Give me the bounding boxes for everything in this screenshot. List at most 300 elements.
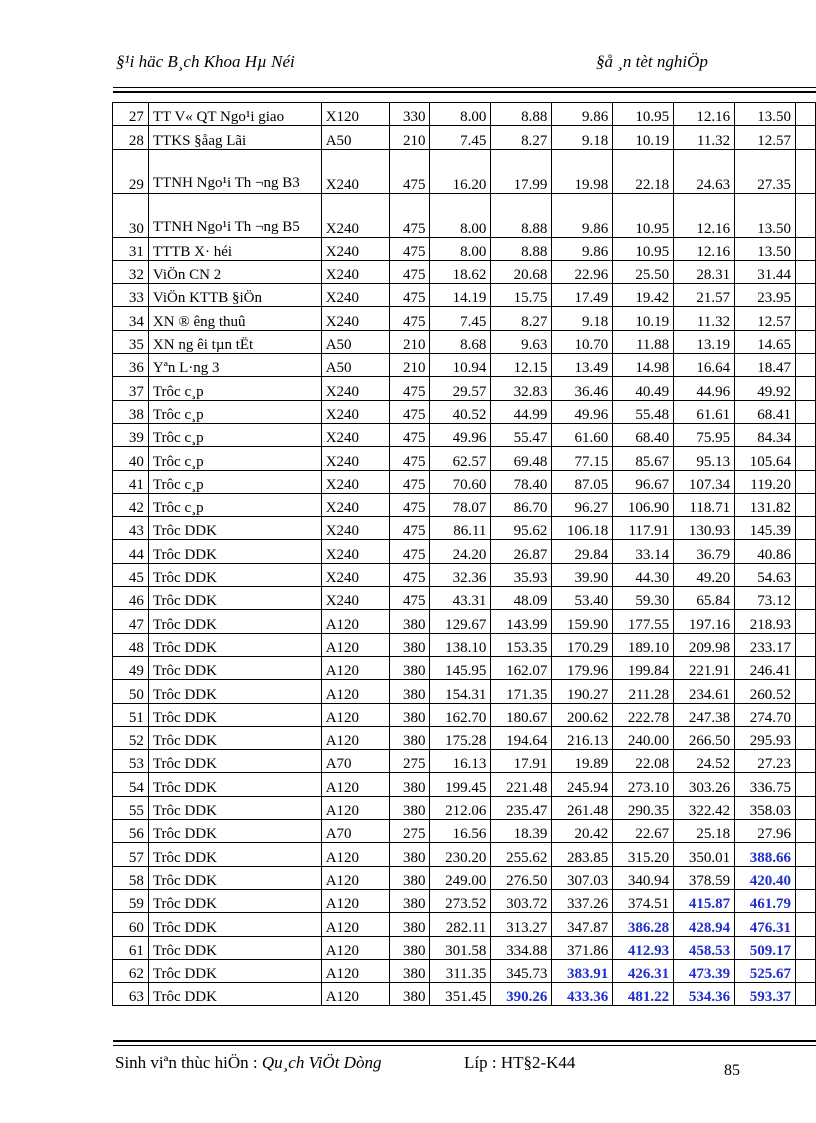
rating: 210 xyxy=(389,330,430,353)
table-row xyxy=(113,773,816,796)
value-2: 35.93 xyxy=(491,563,552,586)
cable-type: A120 xyxy=(321,773,389,796)
row-number: 52 xyxy=(113,726,149,749)
value-3: 39.90 xyxy=(552,563,613,586)
row-number: 32 xyxy=(113,260,149,283)
cable-type: A120 xyxy=(321,983,389,1006)
value-4: 374.51 xyxy=(613,889,674,912)
value-6: 49.92 xyxy=(735,377,796,400)
value-5: 24.63 xyxy=(674,149,735,193)
value-2: 345.73 xyxy=(491,959,552,982)
value-4: 44.30 xyxy=(613,563,674,586)
value-4: 59.30 xyxy=(613,587,674,610)
value-2: 334.88 xyxy=(491,936,552,959)
rating: 380 xyxy=(389,680,430,703)
value-6: 131.82 xyxy=(735,493,796,516)
trailing-cell xyxy=(796,703,816,726)
value-4: 85.67 xyxy=(613,447,674,470)
value-2: 48.09 xyxy=(491,587,552,610)
site-name: Yªn L·ng 3 xyxy=(148,354,321,377)
value-1: 14.19 xyxy=(430,284,491,307)
value-1: 138.10 xyxy=(430,633,491,656)
trailing-cell xyxy=(796,983,816,1006)
row-number: 40 xyxy=(113,447,149,470)
site-name: Trôc DDK xyxy=(148,750,321,773)
value-6: 461.79 xyxy=(735,889,796,912)
footer-rule-thick xyxy=(113,1040,816,1042)
value-6: 73.12 xyxy=(735,587,796,610)
value-2: 8.88 xyxy=(491,193,552,237)
value-6: 27.96 xyxy=(735,820,796,843)
value-5: 378.59 xyxy=(674,866,735,889)
table-row xyxy=(113,307,816,330)
value-4: 40.49 xyxy=(613,377,674,400)
rating: 380 xyxy=(389,959,430,982)
cable-type: X240 xyxy=(321,400,389,423)
trailing-cell xyxy=(796,470,816,493)
row-number: 59 xyxy=(113,889,149,912)
value-4: 412.93 xyxy=(613,936,674,959)
value-4: 117.91 xyxy=(613,517,674,540)
page-number: 85 xyxy=(724,1062,740,1079)
cable-type: A120 xyxy=(321,913,389,936)
row-number: 38 xyxy=(113,400,149,423)
rating: 475 xyxy=(389,587,430,610)
row-number: 42 xyxy=(113,493,149,516)
trailing-cell xyxy=(796,750,816,773)
row-number: 63 xyxy=(113,983,149,1006)
value-6: 18.47 xyxy=(735,354,796,377)
table-row xyxy=(113,610,816,633)
value-4: 10.19 xyxy=(613,307,674,330)
value-1: 273.52 xyxy=(430,889,491,912)
cable-type: A120 xyxy=(321,633,389,656)
value-1: 70.60 xyxy=(430,470,491,493)
value-3: 61.60 xyxy=(552,423,613,446)
value-3: 9.86 xyxy=(552,103,613,126)
value-5: 61.61 xyxy=(674,400,735,423)
cable-type: A120 xyxy=(321,796,389,819)
table-row xyxy=(113,563,816,586)
trailing-cell xyxy=(796,423,816,446)
cable-type: X240 xyxy=(321,260,389,283)
value-2: 8.27 xyxy=(491,307,552,330)
footer-rule xyxy=(113,1045,816,1046)
value-1: 212.06 xyxy=(430,796,491,819)
rating: 475 xyxy=(389,563,430,586)
row-number: 55 xyxy=(113,796,149,819)
value-2: 171.35 xyxy=(491,680,552,703)
rating: 475 xyxy=(389,260,430,283)
value-5: 534.36 xyxy=(674,983,735,1006)
cable-type: A50 xyxy=(321,330,389,353)
value-1: 40.52 xyxy=(430,400,491,423)
table-row xyxy=(113,889,816,912)
site-name: ViÖn KTTB §iÖn xyxy=(148,284,321,307)
value-5: 473.39 xyxy=(674,959,735,982)
row-number: 43 xyxy=(113,517,149,540)
cable-type: A70 xyxy=(321,820,389,843)
cable-type: A120 xyxy=(321,936,389,959)
value-6: 13.50 xyxy=(735,237,796,260)
site-name: Trôc DDK xyxy=(148,773,321,796)
row-number: 27 xyxy=(113,103,149,126)
rating: 475 xyxy=(389,237,430,260)
value-4: 106.90 xyxy=(613,493,674,516)
value-4: 211.28 xyxy=(613,680,674,703)
rating: 475 xyxy=(389,540,430,563)
value-4: 22.18 xyxy=(613,149,674,193)
value-3: 216.13 xyxy=(552,726,613,749)
site-name: Trôc DDK xyxy=(148,889,321,912)
rating: 380 xyxy=(389,633,430,656)
value-2: 78.40 xyxy=(491,470,552,493)
value-3: 307.03 xyxy=(552,866,613,889)
value-4: 290.35 xyxy=(613,796,674,819)
value-5: 25.18 xyxy=(674,820,735,843)
value-1: 154.31 xyxy=(430,680,491,703)
value-5: 44.96 xyxy=(674,377,735,400)
value-2: 20.68 xyxy=(491,260,552,283)
row-number: 54 xyxy=(113,773,149,796)
value-6: 218.93 xyxy=(735,610,796,633)
cable-type: A120 xyxy=(321,703,389,726)
trailing-cell xyxy=(796,820,816,843)
value-6: 358.03 xyxy=(735,796,796,819)
value-5: 49.20 xyxy=(674,563,735,586)
table-row xyxy=(113,237,816,260)
value-4: 22.67 xyxy=(613,820,674,843)
value-1: 24.20 xyxy=(430,540,491,563)
value-1: 16.56 xyxy=(430,820,491,843)
table-row xyxy=(113,540,816,563)
row-number: 62 xyxy=(113,959,149,982)
trailing-cell xyxy=(796,563,816,586)
student-name: Qu¸ch ViÖt Dòng xyxy=(261,1053,382,1072)
row-number: 57 xyxy=(113,843,149,866)
trailing-cell xyxy=(796,447,816,470)
value-4: 10.95 xyxy=(613,193,674,237)
site-name: ViÖn CN 2 xyxy=(148,260,321,283)
cable-type: A120 xyxy=(321,656,389,679)
value-1: 230.20 xyxy=(430,843,491,866)
value-4: 222.78 xyxy=(613,703,674,726)
row-number: 50 xyxy=(113,680,149,703)
trailing-cell xyxy=(796,493,816,516)
load-table xyxy=(112,102,816,1006)
trailing-cell xyxy=(796,936,816,959)
rating: 475 xyxy=(389,307,430,330)
value-2: 221.48 xyxy=(491,773,552,796)
value-6: 12.57 xyxy=(735,126,796,149)
value-4: 10.95 xyxy=(613,103,674,126)
rating: 475 xyxy=(389,517,430,540)
value-2: 390.26 xyxy=(491,983,552,1006)
value-5: 36.79 xyxy=(674,540,735,563)
header-document-type: §å ¸n tèt nghiÖp xyxy=(596,52,708,71)
value-4: 240.00 xyxy=(613,726,674,749)
value-5: 16.64 xyxy=(674,354,735,377)
value-2: 8.88 xyxy=(491,103,552,126)
value-1: 18.62 xyxy=(430,260,491,283)
rating: 475 xyxy=(389,423,430,446)
table-row xyxy=(113,447,816,470)
cable-type: A120 xyxy=(321,610,389,633)
value-6: 13.50 xyxy=(735,193,796,237)
row-number: 33 xyxy=(113,284,149,307)
table-row xyxy=(113,750,816,773)
trailing-cell xyxy=(796,540,816,563)
value-3: 106.18 xyxy=(552,517,613,540)
cable-type: A50 xyxy=(321,126,389,149)
trailing-cell xyxy=(796,284,816,307)
value-3: 283.85 xyxy=(552,843,613,866)
value-1: 249.00 xyxy=(430,866,491,889)
value-3: 433.36 xyxy=(552,983,613,1006)
value-6: 246.41 xyxy=(735,656,796,679)
value-2: 276.50 xyxy=(491,866,552,889)
value-5: 209.98 xyxy=(674,633,735,656)
cable-type: X240 xyxy=(321,447,389,470)
trailing-cell xyxy=(796,959,816,982)
table-row xyxy=(113,913,816,936)
value-4: 25.50 xyxy=(613,260,674,283)
value-3: 19.89 xyxy=(552,750,613,773)
value-5: 28.31 xyxy=(674,260,735,283)
value-2: 8.27 xyxy=(491,126,552,149)
rating: 275 xyxy=(389,750,430,773)
header-rule xyxy=(113,87,816,88)
site-name: Trôc c¸p xyxy=(148,423,321,446)
value-1: 282.11 xyxy=(430,913,491,936)
site-name: Trôc DDK xyxy=(148,820,321,843)
table-row xyxy=(113,377,816,400)
value-4: 96.67 xyxy=(613,470,674,493)
value-5: 303.26 xyxy=(674,773,735,796)
site-name: Trôc DDK xyxy=(148,866,321,889)
value-4: 55.48 xyxy=(613,400,674,423)
site-name: Trôc DDK xyxy=(148,843,321,866)
value-5: 415.87 xyxy=(674,889,735,912)
value-6: 119.20 xyxy=(735,470,796,493)
value-3: 77.15 xyxy=(552,447,613,470)
value-6: 12.57 xyxy=(735,307,796,330)
value-5: 107.34 xyxy=(674,470,735,493)
value-1: 8.00 xyxy=(430,103,491,126)
value-2: 69.48 xyxy=(491,447,552,470)
value-2: 17.91 xyxy=(491,750,552,773)
footer-student xyxy=(115,1053,381,1073)
trailing-cell xyxy=(796,330,816,353)
rating: 210 xyxy=(389,354,430,377)
value-5: 24.52 xyxy=(674,750,735,773)
value-3: 22.96 xyxy=(552,260,613,283)
cable-type: X240 xyxy=(321,493,389,516)
value-2: 180.67 xyxy=(491,703,552,726)
value-2: 313.27 xyxy=(491,913,552,936)
trailing-cell xyxy=(796,889,816,912)
value-6: 525.67 xyxy=(735,959,796,982)
row-number: 53 xyxy=(113,750,149,773)
value-3: 9.18 xyxy=(552,126,613,149)
row-number: 48 xyxy=(113,633,149,656)
value-4: 273.10 xyxy=(613,773,674,796)
trailing-cell xyxy=(796,307,816,330)
value-6: 27.35 xyxy=(735,149,796,193)
value-6: 31.44 xyxy=(735,260,796,283)
value-6: 593.37 xyxy=(735,983,796,1006)
value-2: 17.99 xyxy=(491,149,552,193)
rating: 380 xyxy=(389,936,430,959)
value-2: 8.88 xyxy=(491,237,552,260)
site-name: Trôc DDK xyxy=(148,703,321,726)
cable-type: X240 xyxy=(321,377,389,400)
value-1: 8.00 xyxy=(430,193,491,237)
table-row xyxy=(113,517,816,540)
table-row xyxy=(113,149,816,193)
site-name: TTTB X· héi xyxy=(148,237,321,260)
value-2: 55.47 xyxy=(491,423,552,446)
value-1: 311.35 xyxy=(430,959,491,982)
value-5: 322.42 xyxy=(674,796,735,819)
trailing-cell xyxy=(796,260,816,283)
value-3: 36.46 xyxy=(552,377,613,400)
trailing-cell xyxy=(796,866,816,889)
value-1: 162.70 xyxy=(430,703,491,726)
table-row xyxy=(113,936,816,959)
value-2: 95.62 xyxy=(491,517,552,540)
value-3: 49.96 xyxy=(552,400,613,423)
rating: 380 xyxy=(389,726,430,749)
table-row xyxy=(113,423,816,446)
trailing-cell xyxy=(796,726,816,749)
value-2: 12.15 xyxy=(491,354,552,377)
value-1: 145.95 xyxy=(430,656,491,679)
value-2: 86.70 xyxy=(491,493,552,516)
value-2: 15.75 xyxy=(491,284,552,307)
value-3: 179.96 xyxy=(552,656,613,679)
rating: 475 xyxy=(389,493,430,516)
site-name: XN ng êi tµn tËt xyxy=(148,330,321,353)
value-4: 481.22 xyxy=(613,983,674,1006)
value-1: 7.45 xyxy=(430,126,491,149)
site-name: Trôc DDK xyxy=(148,633,321,656)
header-university: §¹i häc B¸ch Khoa Hµ Néi xyxy=(116,52,295,71)
trailing-cell xyxy=(796,773,816,796)
value-5: 221.91 xyxy=(674,656,735,679)
rating: 330 xyxy=(389,103,430,126)
rating: 475 xyxy=(389,377,430,400)
rating: 380 xyxy=(389,656,430,679)
rating: 210 xyxy=(389,126,430,149)
trailing-cell xyxy=(796,149,816,193)
trailing-cell xyxy=(796,796,816,819)
value-5: 11.32 xyxy=(674,126,735,149)
trailing-cell xyxy=(796,680,816,703)
value-4: 11.88 xyxy=(613,330,674,353)
row-number: 46 xyxy=(113,587,149,610)
cable-type: X240 xyxy=(321,237,389,260)
table-row xyxy=(113,866,816,889)
value-1: 199.45 xyxy=(430,773,491,796)
rating: 380 xyxy=(389,773,430,796)
trailing-cell xyxy=(796,913,816,936)
value-5: 11.32 xyxy=(674,307,735,330)
row-number: 36 xyxy=(113,354,149,377)
value-3: 17.49 xyxy=(552,284,613,307)
cable-type: X240 xyxy=(321,284,389,307)
site-name: TT V« QT Ngo¹i giao xyxy=(148,103,321,126)
cable-type: X240 xyxy=(321,540,389,563)
value-3: 200.62 xyxy=(552,703,613,726)
value-4: 22.08 xyxy=(613,750,674,773)
rating: 275 xyxy=(389,820,430,843)
value-5: 75.95 xyxy=(674,423,735,446)
value-5: 234.61 xyxy=(674,680,735,703)
rating: 380 xyxy=(389,796,430,819)
cable-type: A70 xyxy=(321,750,389,773)
value-4: 10.95 xyxy=(613,237,674,260)
table-row xyxy=(113,820,816,843)
value-1: 175.28 xyxy=(430,726,491,749)
row-number: 61 xyxy=(113,936,149,959)
cable-type: A120 xyxy=(321,726,389,749)
rating: 380 xyxy=(389,913,430,936)
value-4: 10.19 xyxy=(613,126,674,149)
trailing-cell xyxy=(796,377,816,400)
value-3: 9.86 xyxy=(552,193,613,237)
value-4: 177.55 xyxy=(613,610,674,633)
value-1: 86.11 xyxy=(430,517,491,540)
cable-type: A120 xyxy=(321,959,389,982)
value-5: 247.38 xyxy=(674,703,735,726)
table-row xyxy=(113,470,816,493)
site-name: Trôc c¸p xyxy=(148,470,321,493)
table-row xyxy=(113,726,816,749)
value-3: 190.27 xyxy=(552,680,613,703)
value-3: 9.86 xyxy=(552,237,613,260)
value-3: 87.05 xyxy=(552,470,613,493)
trailing-cell xyxy=(796,517,816,540)
value-4: 199.84 xyxy=(613,656,674,679)
rating: 475 xyxy=(389,149,430,193)
row-number: 41 xyxy=(113,470,149,493)
rating: 380 xyxy=(389,866,430,889)
value-1: 351.45 xyxy=(430,983,491,1006)
row-number: 28 xyxy=(113,126,149,149)
value-4: 426.31 xyxy=(613,959,674,982)
site-name: Trôc DDK xyxy=(148,517,321,540)
value-6: 145.39 xyxy=(735,517,796,540)
value-1: 49.96 xyxy=(430,423,491,446)
value-6: 68.41 xyxy=(735,400,796,423)
site-name: TTNH Ngo¹i Th ¬ng B5 xyxy=(148,193,321,237)
cable-type: A120 xyxy=(321,680,389,703)
trailing-cell xyxy=(796,126,816,149)
value-6: 233.17 xyxy=(735,633,796,656)
value-6: 54.63 xyxy=(735,563,796,586)
row-number: 39 xyxy=(113,423,149,446)
value-3: 9.18 xyxy=(552,307,613,330)
table-row xyxy=(113,959,816,982)
value-2: 162.07 xyxy=(491,656,552,679)
value-5: 12.16 xyxy=(674,193,735,237)
site-name: TTNH Ngo¹i Th ¬ng B3 xyxy=(148,149,321,193)
value-4: 33.14 xyxy=(613,540,674,563)
value-3: 53.40 xyxy=(552,587,613,610)
row-number: 31 xyxy=(113,237,149,260)
cable-type: X240 xyxy=(321,307,389,330)
